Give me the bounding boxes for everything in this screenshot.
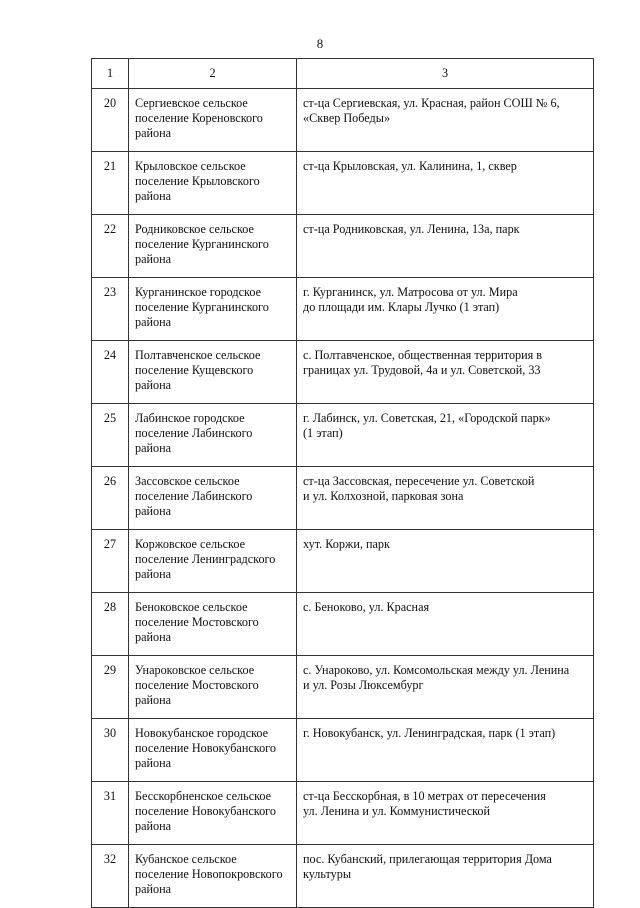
settlement-line: поселение Лабинского [135,426,253,440]
settlement-line: района [135,693,172,707]
location-cell [297,593,594,656]
table-row [92,593,594,656]
settlement-line: поселение Новокубанского [135,804,276,818]
settlement-cell [129,89,297,152]
settlement-line: поселение Мостовского [135,678,259,692]
settlement-line: поселение Новопокровского [135,867,283,881]
settlement-line: района [135,756,172,770]
settlement-line: Лабинское городское [135,411,245,425]
location-cell [297,530,594,593]
settlement-line: Унароковское сельское [135,663,255,677]
settlement-line: Новокубанское городское [135,726,269,740]
location-line: хут. Коржи, парк [303,537,390,551]
page-number: 8 [316,36,324,51]
settlement-cell [129,215,297,278]
location-line: г. Новокубанск, ул. Ленинградская, парк (1 этап) [303,726,556,740]
location-cell [297,467,594,530]
table-row [92,89,594,152]
table-row [92,215,594,278]
settlement-cell [129,278,297,341]
row-number-cell: 30 [92,719,129,782]
location-cell [297,404,594,467]
table-row [92,278,594,341]
location-cell [297,89,594,152]
settlement-line: района [135,189,172,203]
location-line: пос. Кубанский, прилегающая территория Дома [303,852,552,866]
settlement-line: Бесскорбненское сельское [135,789,272,803]
settlement-cell [129,656,297,719]
table-row [92,152,594,215]
document-table [91,58,594,908]
location-line: с. Унароково, ул. Комсомольская между ул. Ленина [303,663,570,677]
table-row [92,404,594,467]
settlement-cell [129,719,297,782]
location-line: до площади им. Клары Лучко (1 этап) [303,300,500,314]
location-cell [297,152,594,215]
row-number-cell: 25 [92,404,129,467]
row-number-cell: 27 [92,530,129,593]
settlement-line: района [135,504,172,518]
settlement-line: района [135,315,172,329]
row-number-cell: 28 [92,593,129,656]
location-cell [297,341,594,404]
row-number-cell: 20 [92,89,129,152]
settlement-line: Зассовское сельское [135,474,240,488]
settlement-line: поселение Курганинского [135,237,269,251]
row-number-cell: 21 [92,152,129,215]
location-cell [297,782,594,845]
row-number-cell: 26 [92,467,129,530]
table-row [92,782,594,845]
row-number-cell: 31 [92,782,129,845]
settlement-line: поселение Курганинского [135,300,269,314]
table-row [92,656,594,719]
settlement-cell [129,845,297,908]
table-header-row [92,59,594,89]
header-cell-2: 2 [129,59,297,89]
settlement-line: поселение Кущевского [135,363,254,377]
settlement-line: поселение Мостовского [135,615,259,629]
settlement-line: района [135,252,172,266]
row-number-cell: 24 [92,341,129,404]
settlement-line: Крыловское сельское [135,159,246,173]
location-line: г. Курганинск, ул. Матросова от ул. Мира [303,285,518,299]
settlement-cell [129,341,297,404]
settlement-line: района [135,378,172,392]
settlement-line: поселение Кореновского [135,111,263,125]
table-row [92,341,594,404]
settlement-line: Сергиевское сельское [135,96,248,110]
location-line: ст-ца Бесскорбная, в 10 метрах от пересечения [303,789,546,803]
settlement-cell [129,530,297,593]
settlement-line: Кубанское сельское [135,852,237,866]
location-line: с. Полтавченское, общественная территория в [303,348,543,362]
settlement-line: района [135,819,172,833]
location-line: «Сквер Победы» [303,111,391,125]
table-row [92,719,594,782]
location-line: ст-ца Крыловская, ул. Калинина, 1, сквер [303,159,517,173]
location-line: (1 этап) [303,426,343,440]
settlement-line: поселение Новокубанского [135,741,276,755]
location-line: ул. Ленина и ул. Коммунистической [303,804,491,818]
row-number-cell: 29 [92,656,129,719]
header-cell-3: 3 [297,59,594,89]
header-cell-1: 1 [92,59,129,89]
location-line: ст-ца Зассовская, пересечение ул. Советской [303,474,535,488]
location-cell [297,656,594,719]
location-line: и ул. Розы Люксембург [303,678,424,692]
table-row [92,845,594,908]
settlement-line: поселение Ленинградского [135,552,276,566]
location-cell [297,215,594,278]
row-number-cell: 22 [92,215,129,278]
settlement-line: района [135,630,172,644]
table-row [92,530,594,593]
settlement-line: Родниковское сельское [135,222,254,236]
settlement-line: района [135,441,172,455]
settlement-line: поселение Лабинского [135,489,253,503]
settlement-cell [129,782,297,845]
location-line: г. Лабинск, ул. Советская, 21, «Городской парк» [303,411,551,425]
settlement-line: поселение Крыловского [135,174,260,188]
location-line: ст-ца Родниковская, ул. Ленина, 13а, парк [303,222,520,236]
location-cell [297,719,594,782]
settlement-line: Беноковское сельское [135,600,248,614]
table-row [92,467,594,530]
settlement-line: района [135,126,172,140]
location-line: с. Беноково, ул. Красная [303,600,430,614]
settlement-line: Курганинское городское [135,285,261,299]
row-number-cell: 23 [92,278,129,341]
location-line: культуры [303,867,352,881]
settlement-line: района [135,882,172,896]
settlement-line: Коржовское сельское [135,537,245,551]
location-line: границах ул. Трудовой, 4а и ул. Советской, 33 [303,363,541,377]
table-body [92,59,594,908]
settlement-line: района [135,567,172,581]
location-line: и ул. Колхозной, парковая зона [303,489,464,503]
settlement-cell [129,467,297,530]
settlement-cell [129,152,297,215]
row-number-cell: 32 [92,845,129,908]
location-cell [297,845,594,908]
location-line: ст-ца Сергиевская, ул. Красная, район СОШ № 6, [303,96,560,110]
settlement-line: Полтавченское сельское [135,348,261,362]
location-cell [297,278,594,341]
settlement-cell [129,593,297,656]
settlement-cell [129,404,297,467]
